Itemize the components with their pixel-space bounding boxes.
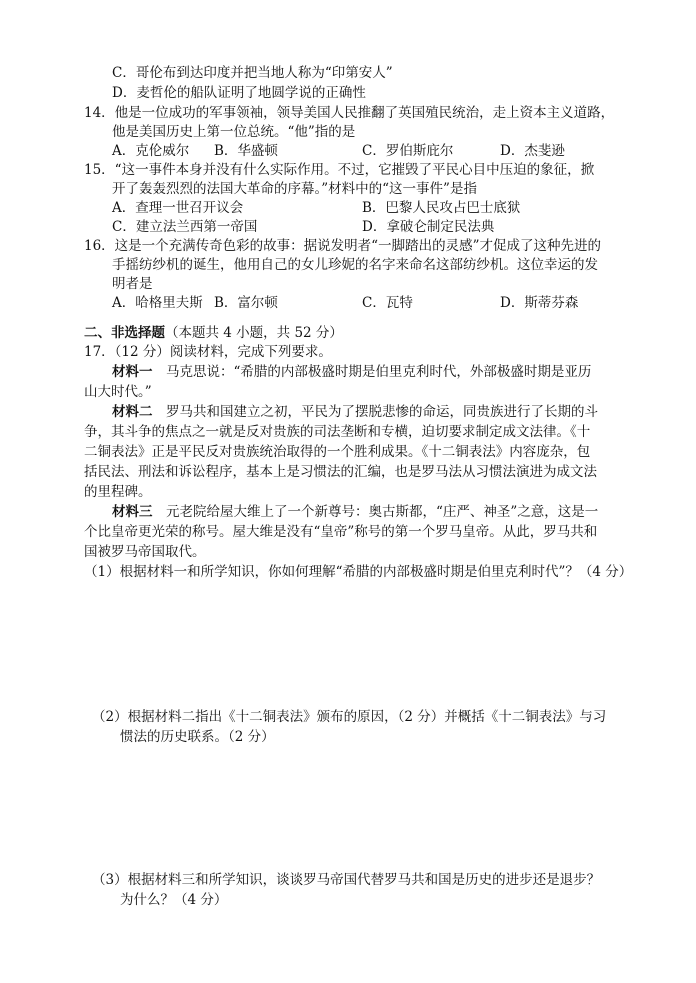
material-2-label: 材料二 — [112, 404, 153, 420]
material-2-line4: 括民法、刑法和诉讼程序，基本上是习惯法的汇编，也是罗马法从习惯法演进为成文法 — [84, 464, 597, 480]
q15-option-c: C．建立法兰西第一帝国 — [112, 219, 258, 235]
q17-intro: 17．（12 分）阅读材料，完成下列要求。 — [84, 344, 332, 360]
q14-option-b: B．华盛顿 — [214, 143, 278, 159]
q16-option-b: B．富尔顿 — [214, 295, 278, 311]
q16-option-a: A．哈格里夫斯 — [112, 295, 203, 311]
material-3-line1: 材料三 元老院给屋大维上了一个新尊号：奥古斯都，“庄严、神圣”之意，这是一 — [112, 504, 599, 520]
q13-option-d: D．麦哲伦的船队证明了地圆学说的正确性 — [112, 85, 366, 101]
material-1-line2: 山大时代。” — [84, 384, 152, 400]
material-3-line3: 国被罗马帝国取代。 — [84, 544, 206, 560]
material-3-label: 材料三 — [112, 504, 153, 520]
q16-stem-line2: 手摇纺纱机的诞生，他用自己的女儿珍妮的名字来命名这部纺纱机。这位幸运的发 — [112, 257, 598, 273]
material-1-label: 材料一 — [112, 364, 153, 380]
q17-sub3-line1: （3）根据材料三和所学知识，谈谈罗马帝国代替罗马共和国是历史的进步还是退步？ — [92, 872, 601, 888]
q15-option-b: B．巴黎人民攻占巴士底狱 — [362, 200, 521, 216]
q15-option-a: A．查理一世召开议会 — [112, 200, 244, 216]
q17-sub3-line2: 为什么？（4 分） — [120, 892, 228, 908]
material-2-line5: 的里程碑。 — [84, 484, 152, 500]
q15-stem-line2: 开了轰轰烈烈的法国大革命的序幕。”材料中的“这一事件”是指 — [112, 181, 477, 197]
q13-option-c: C．哥伦布到达印度并把当地人称为“印第安人” — [112, 65, 393, 81]
material-2-line3: 二铜表法》正是平民反对贵族统治取得的一个胜利成果。《十二铜表法》内容庞杂，包 — [84, 444, 591, 460]
q16-stem-line3: 明者是 — [112, 276, 153, 292]
q17-sub2-line1: （2）根据材料二指出《十二铜表法》颁布的原因，（2 分）并概括《十二铜表法》与习 — [92, 709, 607, 725]
q14-stem-line1: 14．他是一位成功的军事领袖，领导美国人民推翻了英国殖民统治，走上资本主义道路， — [84, 105, 615, 121]
material-2-line1: 材料二 罗马共和国建立之初，平民为了摆脱悲惨的命运，同贵族进行了长期的斗 — [112, 404, 598, 420]
q16-stem-line1: 16．这是一个充满传奇色彩的故事：据说发明者“一脚踏出的灵感”才促成了这种先进的 — [84, 238, 601, 254]
q17-sub2-line2: 惯法的历史联系。（2 分） — [120, 729, 275, 745]
section-title: 二、非选择题 — [84, 325, 165, 341]
q14-option-a: A．克伦威尔 — [112, 143, 190, 159]
q15-stem-line1: 15．“这一事件本身并没有什么实际作用。不过，它摧毁了平民心目中压迫的象征，掀 — [84, 162, 595, 178]
q16-option-d: D．斯蒂芬森 — [500, 295, 579, 311]
q17-sub1: （1）根据材料一和所学知识，你如何理解“希腊的内部极盛时期是伯里克利时代”？（4 分） — [84, 564, 633, 580]
material-3-line2: 个比皇帝更光荣的称号。屋大维是没有“皇帝”称号的第一个罗马皇帝。从此，罗马共和 — [84, 524, 598, 540]
section-heading — [84, 324, 343, 342]
q15-option-d: D．拿破仑制定民法典 — [362, 219, 495, 235]
q14-option-d: D．杰斐逊 — [500, 143, 565, 159]
q14-stem-line2: 他是美国历史上第一位总统。“他”指的是 — [112, 124, 356, 140]
material-1-line1: 材料一 马克思说：“希腊的内部极盛时期是伯里克利时代，外部极盛时期是亚历 — [112, 364, 592, 380]
q14-option-c: C．罗伯斯庇尔 — [362, 143, 454, 159]
material-2-line2: 争，其斗争的焦点之一就是反对贵族的司法垄断和专横，迫切要求制定成文法律。《十 — [84, 424, 591, 440]
section-note: （本题共 4 小题，共 52 分） — [165, 325, 343, 341]
q16-option-c: C．瓦特 — [362, 295, 413, 311]
